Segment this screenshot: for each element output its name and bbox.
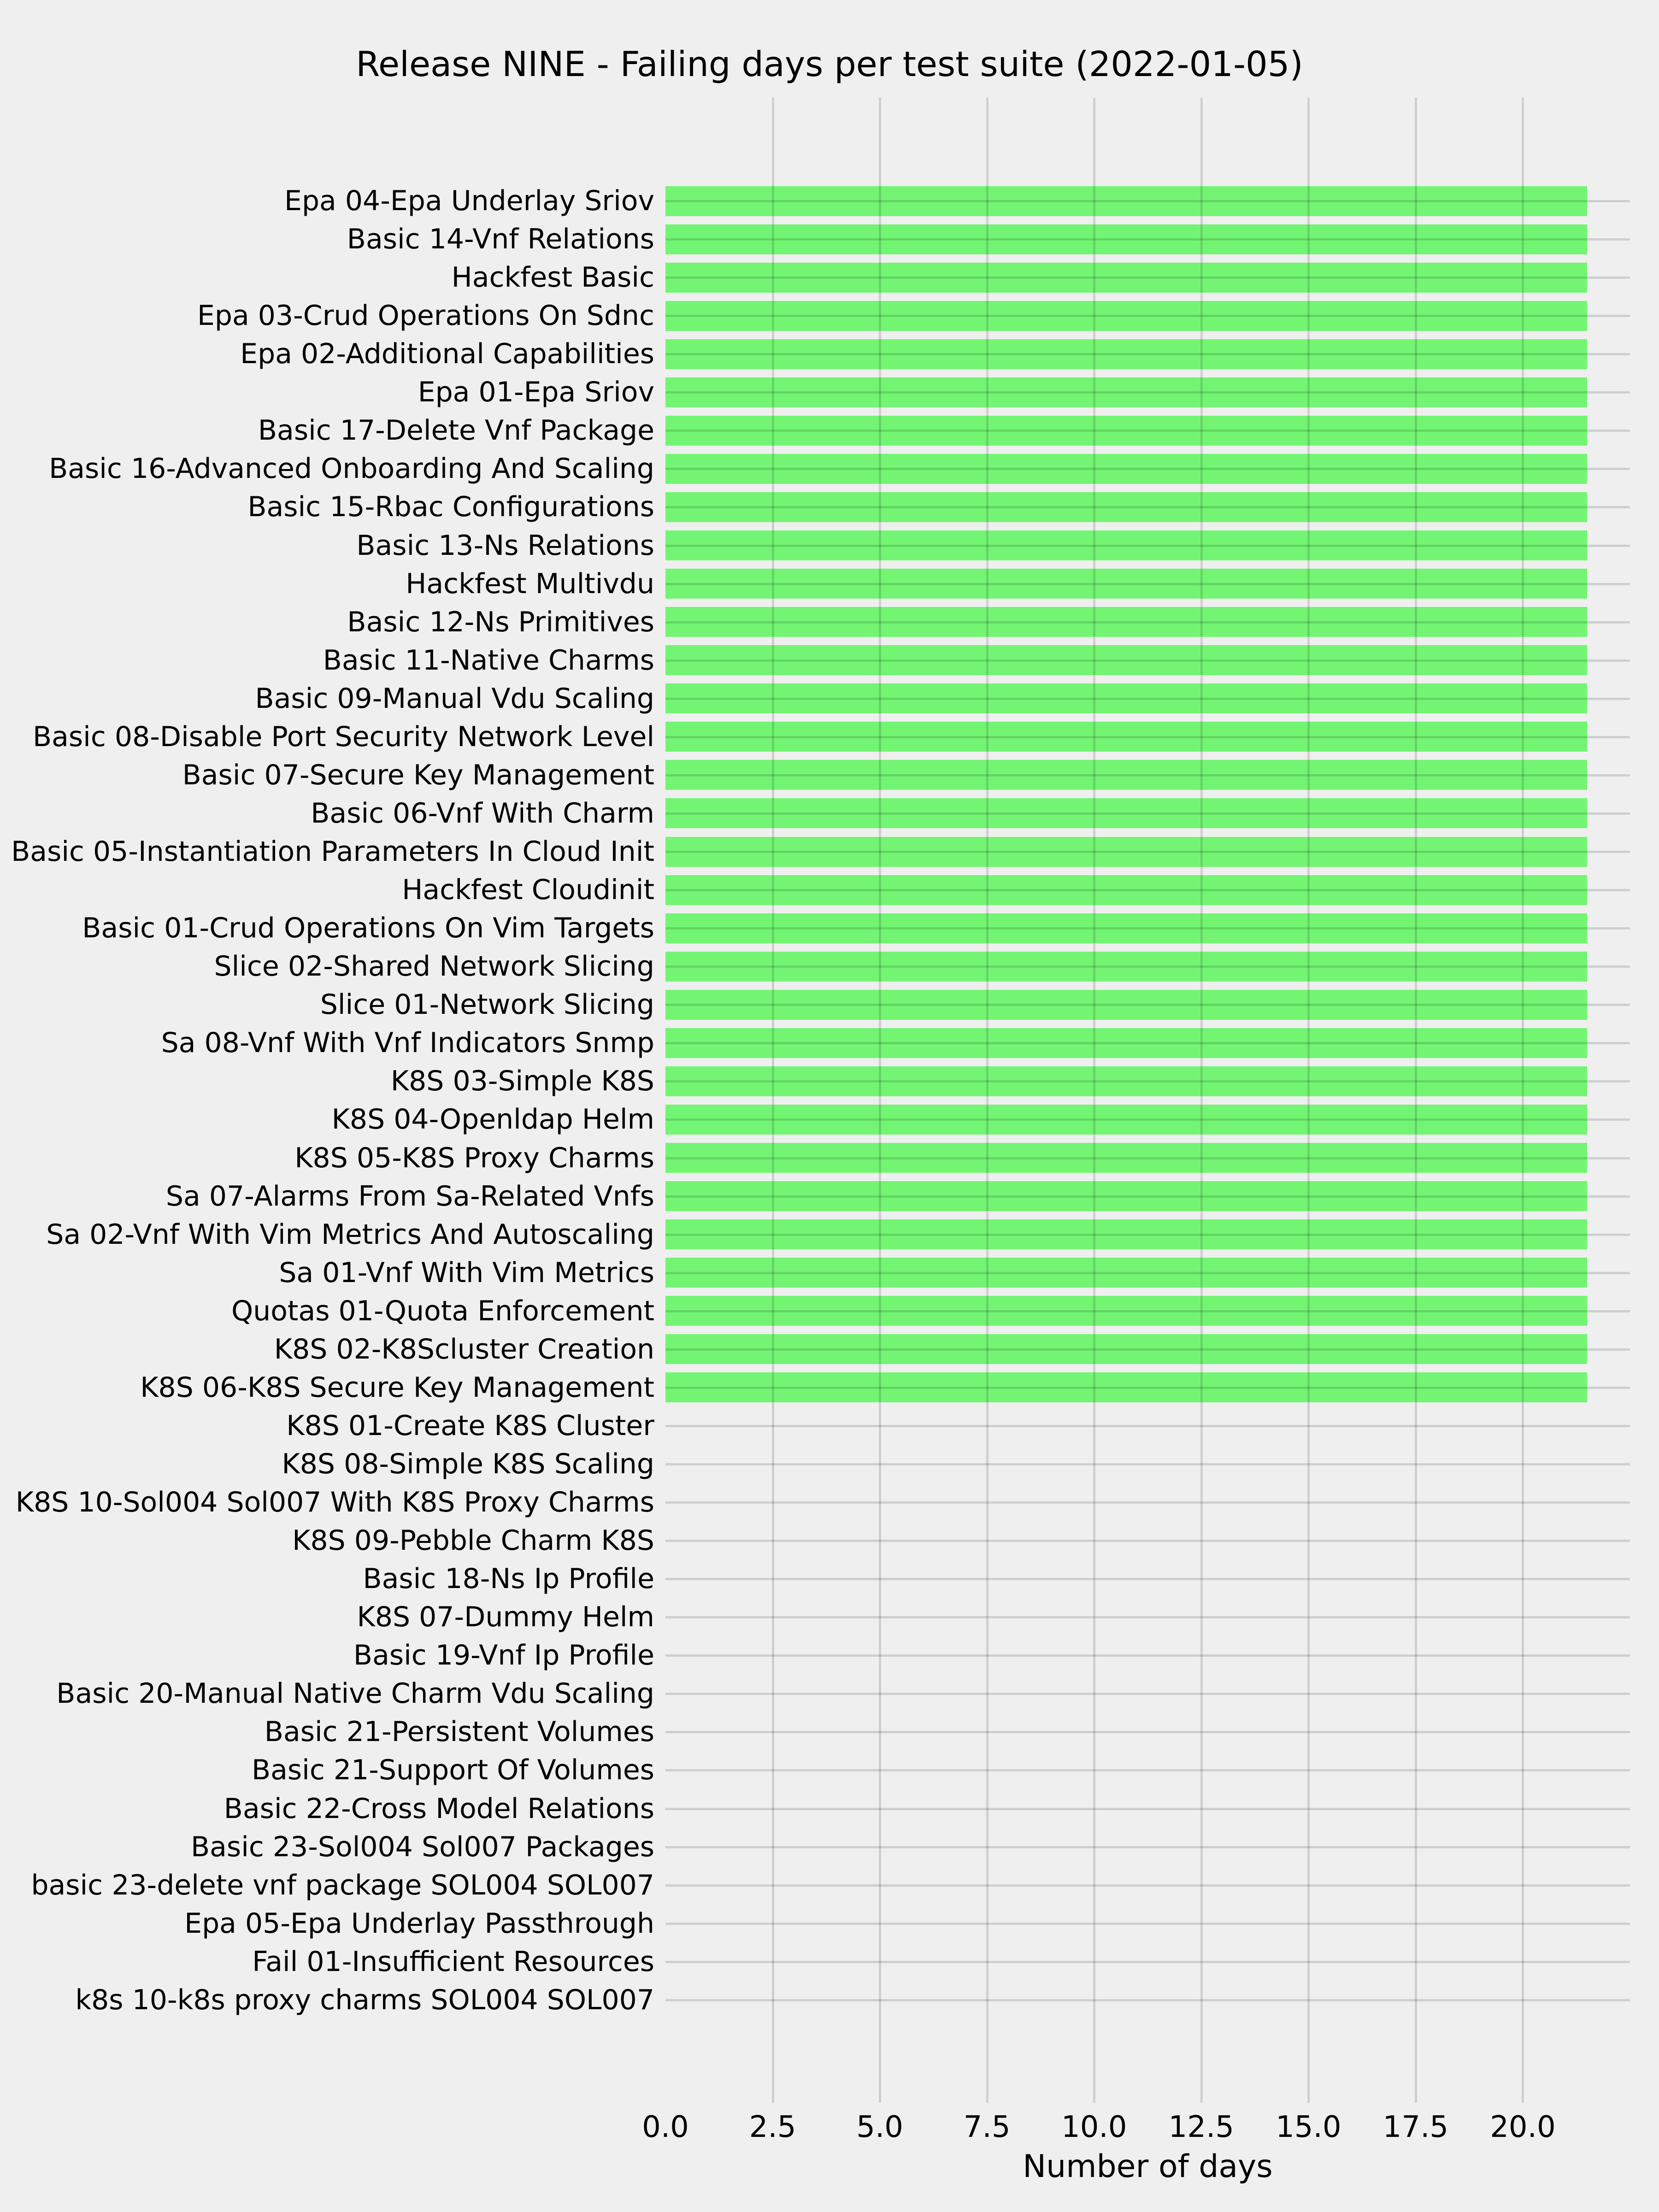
- category-label: Basic 13-Ns Relations: [356, 529, 654, 562]
- category-label: K8S 05-K8S Proxy Charms: [294, 1141, 654, 1174]
- category-label: Hackfest Cloudinit: [402, 874, 654, 906]
- category-label: K8S 06-K8S Secure Key Management: [140, 1371, 654, 1404]
- horizontal-gridline: [665, 1195, 1630, 1198]
- horizontal-gridline: [665, 353, 1630, 355]
- horizontal-gridline: [665, 965, 1630, 968]
- horizontal-gridline: [665, 1731, 1630, 1733]
- category-label: basic 23-delete vnf package SOL004 SOL007: [31, 1869, 654, 1901]
- category-label: Basic 14-Vnf Relations: [347, 223, 654, 256]
- category-label: Basic 16-Advanced Onboarding And Scaling: [49, 453, 654, 485]
- category-label: Hackfest Basic: [451, 261, 654, 294]
- horizontal-gridline: [665, 468, 1630, 470]
- horizontal-gridline: [665, 1808, 1630, 1810]
- category-label: Epa 02-Additional Capabilities: [240, 338, 654, 371]
- category-label: Epa 03-Crud Operations On Sdnc: [197, 300, 654, 332]
- category-label: K8S 02-K8Scluster Creation: [274, 1333, 654, 1365]
- horizontal-gridline: [665, 1654, 1630, 1657]
- category-label: Basic 22-Cross Model Relations: [224, 1792, 654, 1825]
- horizontal-gridline: [665, 1501, 1630, 1504]
- category-label: K8S 03-Simple K8S: [390, 1065, 654, 1098]
- vertical-gridline: [1522, 98, 1524, 2103]
- horizontal-gridline: [665, 1884, 1630, 1887]
- horizontal-gridline: [665, 545, 1630, 547]
- vertical-gridline: [1093, 98, 1095, 2103]
- vertical-gridline: [1200, 98, 1203, 2103]
- horizontal-gridline: [665, 1004, 1630, 1006]
- category-label: Basic 11-Native Charms: [323, 644, 654, 677]
- category-label: Epa 01-Epa Sriov: [418, 376, 654, 409]
- y-axis-labels: [0, 98, 654, 2103]
- category-label: Quotas 01-Quota Enforcement: [231, 1294, 654, 1327]
- vertical-gridline: [986, 98, 988, 2103]
- horizontal-gridline: [665, 238, 1630, 241]
- horizontal-gridline: [665, 1463, 1630, 1465]
- category-label: Sa 08-Vnf With Vnf Indicators Snmp: [161, 1027, 654, 1059]
- horizontal-gridline: [665, 1846, 1630, 1848]
- x-tick-label: 0.0: [642, 2110, 689, 2144]
- category-label: Basic 07-Secure Key Management: [182, 759, 654, 791]
- category-label: Fail 01-Insufficient Resources: [252, 1945, 654, 1978]
- plot-area: [665, 98, 1630, 2103]
- horizontal-gridline: [665, 276, 1630, 279]
- x-tick-label: 15.0: [1276, 2110, 1341, 2144]
- category-label: Sa 01-Vnf With Vim Metrics: [279, 1256, 654, 1289]
- category-label: K8S 07-Dummy Helm: [357, 1601, 654, 1634]
- category-label: K8S 08-Simple K8S Scaling: [282, 1447, 654, 1480]
- x-tick-label: 7.5: [963, 2110, 1011, 2144]
- category-label: Basic 06-Vnf With Charm: [311, 797, 654, 830]
- horizontal-gridline: [665, 736, 1630, 738]
- horizontal-gridline: [665, 1348, 1630, 1351]
- vertical-gridline: [1415, 98, 1417, 2103]
- horizontal-gridline: [665, 1042, 1630, 1044]
- x-tick-label: 2.5: [749, 2110, 796, 2144]
- horizontal-gridline: [665, 1310, 1630, 1312]
- category-label: Basic 05-Instantiation Parameters In Cloud Init: [11, 835, 654, 868]
- horizontal-gridline: [665, 621, 1630, 624]
- category-label: Basic 19-Vnf Ip Profile: [353, 1639, 654, 1672]
- x-tick-label: 20.0: [1490, 2110, 1556, 2144]
- horizontal-gridline: [665, 1387, 1630, 1389]
- category-label: Basic 21-Support Of Volumes: [251, 1754, 654, 1787]
- horizontal-gridline: [665, 1693, 1630, 1695]
- horizontal-gridline: [665, 1616, 1630, 1618]
- category-label: Slice 02-Shared Network Slicing: [214, 950, 654, 983]
- horizontal-gridline: [665, 1769, 1630, 1771]
- category-label: Basic 09-Manual Vdu Scaling: [255, 682, 654, 715]
- horizontal-gridline: [665, 315, 1630, 317]
- horizontal-gridline: [665, 1961, 1630, 1963]
- vertical-gridline: [879, 98, 881, 2103]
- horizontal-gridline: [665, 1080, 1630, 1082]
- horizontal-gridline: [665, 1234, 1630, 1236]
- category-label: Sa 07-Alarms From Sa-Related Vnfs: [165, 1180, 654, 1212]
- horizontal-gridline: [665, 391, 1630, 394]
- x-tick-label: 5.0: [856, 2110, 903, 2144]
- category-label: K8S 04-Openldap Helm: [331, 1103, 654, 1136]
- category-label: Slice 01-Network Slicing: [320, 988, 654, 1021]
- horizontal-gridline: [665, 1999, 1630, 2001]
- category-label: Epa 05-Epa Underlay Passthrough: [184, 1907, 654, 1940]
- x-axis-ticks: [0, 2112, 1659, 2145]
- x-tick-label: 12.5: [1168, 2110, 1235, 2144]
- category-label: Basic 23-Sol004 Sol007 Packages: [191, 1830, 654, 1863]
- horizontal-gridline: [665, 506, 1630, 508]
- horizontal-gridline: [665, 659, 1630, 662]
- horizontal-gridline: [665, 1578, 1630, 1580]
- horizontal-gridline: [665, 200, 1630, 202]
- category-label: Basic 01-Crud Operations On Vim Targets: [82, 912, 654, 945]
- horizontal-gridline: [665, 698, 1630, 700]
- horizontal-gridline: [665, 1425, 1630, 1427]
- x-tick-label: 10.0: [1061, 2110, 1127, 2144]
- horizontal-gridline: [665, 1540, 1630, 1542]
- chart-title: Release NINE - Failing days per test suite (2022-01-05): [356, 44, 1303, 84]
- category-label: Basic 21-Persistent Volumes: [264, 1716, 654, 1748]
- category-label: Basic 17-Delete Vnf Package: [258, 414, 654, 447]
- horizontal-gridline: [665, 1272, 1630, 1274]
- category-label: Basic 08-Disable Port Security Network Level: [32, 720, 654, 753]
- category-label: Basic 20-Manual Native Charm Vdu Scaling: [56, 1677, 654, 1710]
- category-label: Basic 12-Ns Primitives: [347, 606, 654, 638]
- horizontal-gridline: [665, 429, 1630, 432]
- horizontal-gridline: [665, 851, 1630, 853]
- horizontal-gridline: [665, 583, 1630, 585]
- category-label: k8s 10-k8s proxy charms SOL004 SOL007: [75, 1983, 654, 2016]
- horizontal-gridline: [665, 812, 1630, 815]
- x-axis-title: Number of days: [1023, 2148, 1273, 2185]
- x-tick-label: 17.5: [1382, 2110, 1449, 2144]
- category-label: K8S 01-Create K8S Cluster: [286, 1409, 654, 1442]
- category-label: Epa 04-Epa Underlay Sriov: [284, 185, 654, 217]
- category-label: K8S 09-Pebble Charm K8S: [292, 1524, 654, 1557]
- horizontal-gridline: [665, 1118, 1630, 1121]
- vertical-gridline: [1307, 98, 1310, 2103]
- category-label: Sa 02-Vnf With Vim Metrics And Autoscaling: [46, 1218, 654, 1251]
- category-label: K8S 10-Sol004 Sol007 With K8S Proxy Charms: [15, 1486, 654, 1519]
- horizontal-gridline: [665, 1923, 1630, 1925]
- category-label: Hackfest Multivdu: [406, 567, 654, 600]
- horizontal-gridline: [665, 774, 1630, 777]
- horizontal-gridline: [665, 889, 1630, 891]
- horizontal-gridline: [665, 927, 1630, 930]
- category-label: Basic 18-Ns Ip Profile: [363, 1563, 654, 1595]
- category-label: Basic 15-Rbac Configurations: [247, 491, 654, 524]
- horizontal-gridline: [665, 1157, 1630, 1159]
- vertical-gridline: [772, 98, 774, 2103]
